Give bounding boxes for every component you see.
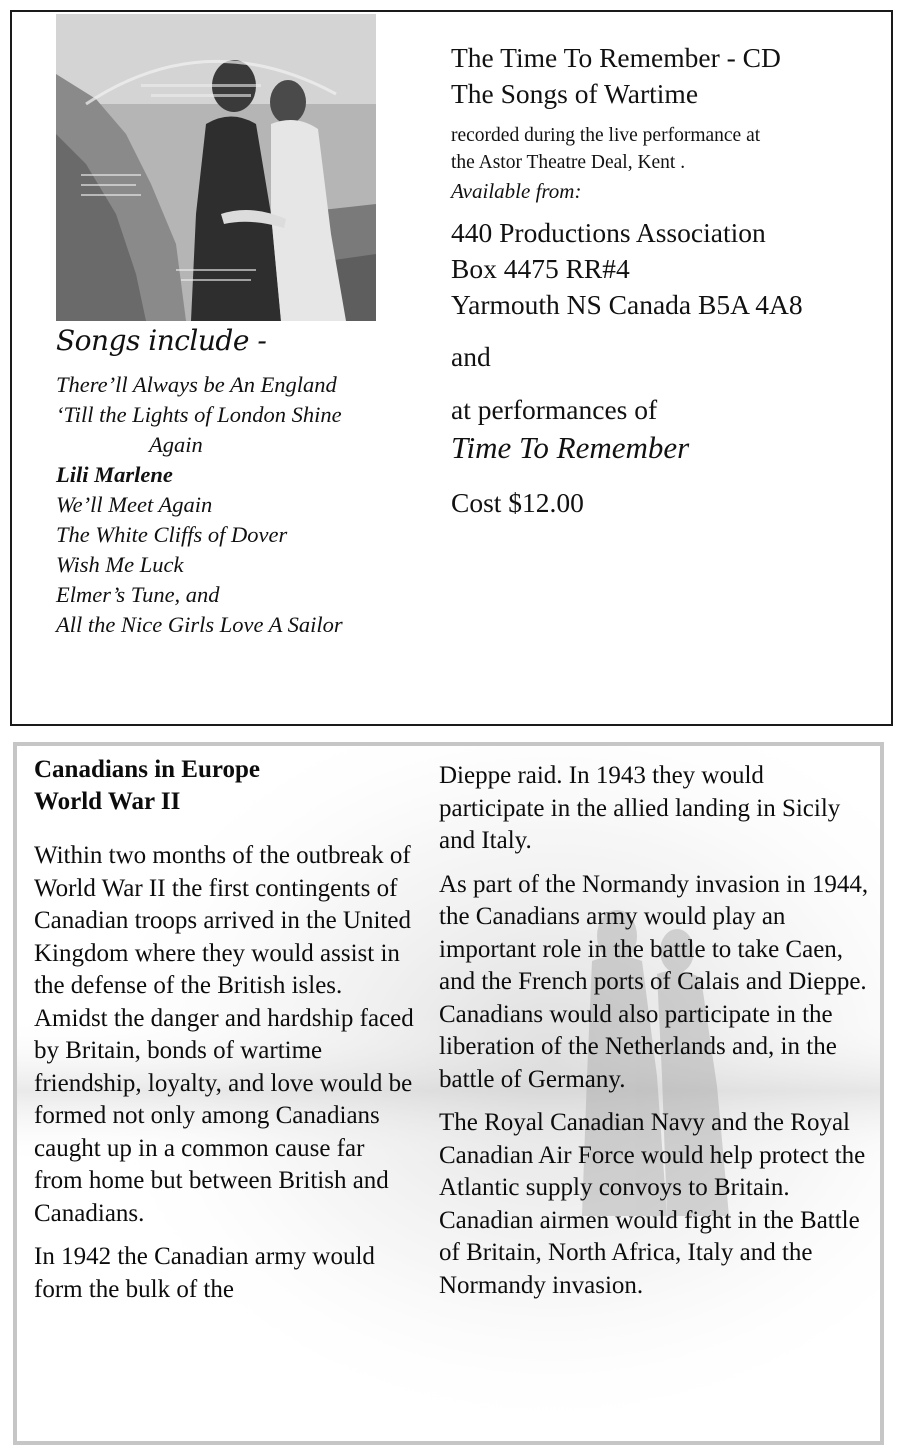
song-list [56,370,343,640]
available-from-label: Available from: [451,179,582,203]
mailing-address [451,215,881,323]
article-title-line2: World War II [34,788,181,815]
article-title [34,754,414,818]
song-item: There’ll Always be An England [56,372,337,397]
cd-advert-box [10,10,893,726]
article-right-column [439,760,869,1313]
article-paragraph: In 1942 the Canadian army would form the bulk of the [34,1243,375,1303]
songs-heading: Songs include - [56,324,267,357]
cd-recorded-line1: recorded during the live performance at [451,125,761,146]
song-item: Lili Marlene [56,462,173,487]
cd-title-line2: The Songs of Wartime [451,78,699,109]
article-box [13,742,884,1445]
article-paragraph: The Royal Canadian Navy and the Royal Canadian Air Force would help protect the Atlantic supply convoys to Britain. Canadian airmen would fight in the Battle of Britain, North Africa, Italy and the Normandy invasion. [439,1109,866,1299]
song-item: Again [149,432,203,457]
cd-title [451,40,881,112]
cd-cover-image [56,14,376,321]
song-item: The White Cliffs of Dover [56,522,288,547]
show-title: Time To Remember [451,430,690,465]
article-title-line1: Canadians in Europe [34,756,261,783]
song-item: We’ll Meet Again [56,492,213,517]
cd-cost: Cost $12.00 [451,487,584,518]
cd-recorded-note [451,122,881,176]
and-text: and [451,341,491,372]
cd-title-line1: The Time To Remember - CD [451,42,781,73]
article-paragraph: As part of the Normandy invasion in 1944, the Canadians army would play an important role in the battle to take Caen, and the French ports of Calais and Dieppe. Canadians would also participate in the liberation of the Netherlands and, in the battle of Germany. [439,870,869,1093]
article-paragraph: Within two months of the outbreak of World War II the first contingents of Canadian troops arrived in the United Kingdom where they would assist in the defense of the British isles. Amidst the danger and hardship faced by Britain, bonds of wartime friendship, loyalty, and love would be formed not only among Canadians caught up in a common cause far from home but between British and Canadians. [34,842,414,1227]
article-paragraph: Dieppe raid. In 1943 they would participate in the allied landing in Sicily and Italy. [439,762,841,854]
article-left-column [34,754,414,1317]
address-line: Box 4475 RR#4 [451,253,630,284]
song-item: Elmer’s Tune, and [56,582,220,607]
address-line: 440 Productions Association [451,217,766,248]
cd-recorded-line2: the Astor Theatre Deal, Kent . [451,152,686,173]
address-line: Yarmouth NS Canada B5A 4A8 [451,289,803,320]
song-item: All the Nice Girls Love A Sailor [56,612,343,637]
song-item: ‘Till the Lights of London Shine [56,402,342,427]
cd-info [451,40,881,521]
performances-text: at performances of [451,394,658,425]
song-item: Wish Me Luck [56,552,184,577]
